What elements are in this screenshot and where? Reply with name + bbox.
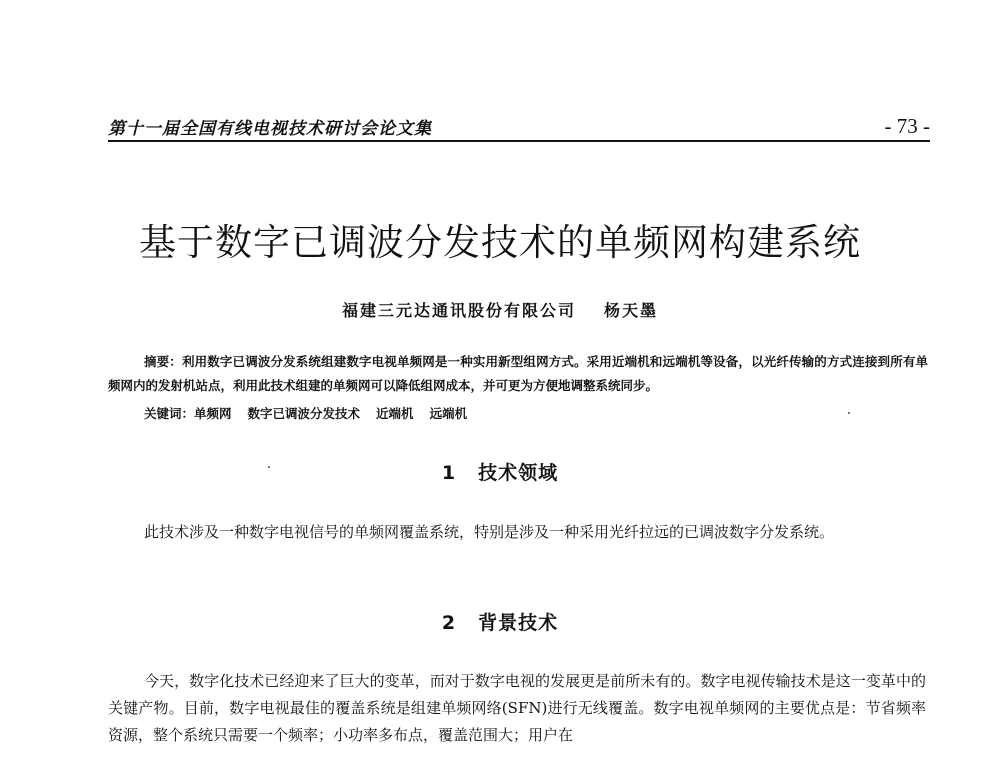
byline <box>0 298 1000 321</box>
keywords-label: 关键词： <box>144 406 195 421</box>
affiliation: 福建三元达通讯股份有限公司 <box>341 301 576 320</box>
running-header <box>108 112 930 142</box>
section-number: 1 <box>441 462 457 484</box>
author-name: 杨天墨 <box>604 301 659 320</box>
keywords <box>144 404 924 424</box>
section-heading <box>0 458 1000 485</box>
keyword: 数字已调波分发技术 <box>247 406 361 421</box>
scan-speck <box>848 412 850 414</box>
section-title: 技术领域 <box>478 462 559 484</box>
journal-name: 第十一届全国有线电视技术研讨会论文集 <box>108 119 432 139</box>
abstract <box>108 350 928 398</box>
section-title: 背景技术 <box>478 612 559 634</box>
keyword: 单频网 <box>194 406 232 421</box>
page-number: - 73 - <box>884 114 930 138</box>
section-number: 2 <box>441 612 457 634</box>
scan-speck <box>268 466 270 468</box>
abstract-text: 利用数字已调波分发系统组建数字电视单频网是一种实用新型组网方式。采用近端机和远端机等设备，以光纤传输的方式连接到所有单频网内的发射机站点，利用此技术组建的单频网可以降低组网成本，并可更为方便地调整系统同步。 <box>108 354 928 393</box>
keyword: 远端机 <box>429 406 468 421</box>
section-heading <box>0 608 1000 635</box>
section-paragraph: 今天，数字化技术已经迎来了巨大的变革，而对于数字电视的发展更是前所未有的。数字电视传输技术是这一变革中的关键产物。目前，数字电视最佳的覆盖系统是组建单频网络(SFN)进行无线覆盖。数字电视单频网的主要优点是：节省频率资源，整个系统只需要一个频率；小功率多布点，覆盖范围大；用户在 <box>108 672 926 744</box>
paper-title: 基于数字已调波分发技术的单频网构建系统 <box>139 221 861 264</box>
keyword: 近端机 <box>376 406 414 421</box>
abstract-label: 摘要： <box>144 354 182 369</box>
section-paragraph: 此技术涉及一种数字电视信号的单频网覆盖系统，特别是涉及一种采用光纤拉远的已调波数字分发系统。 <box>144 523 835 541</box>
